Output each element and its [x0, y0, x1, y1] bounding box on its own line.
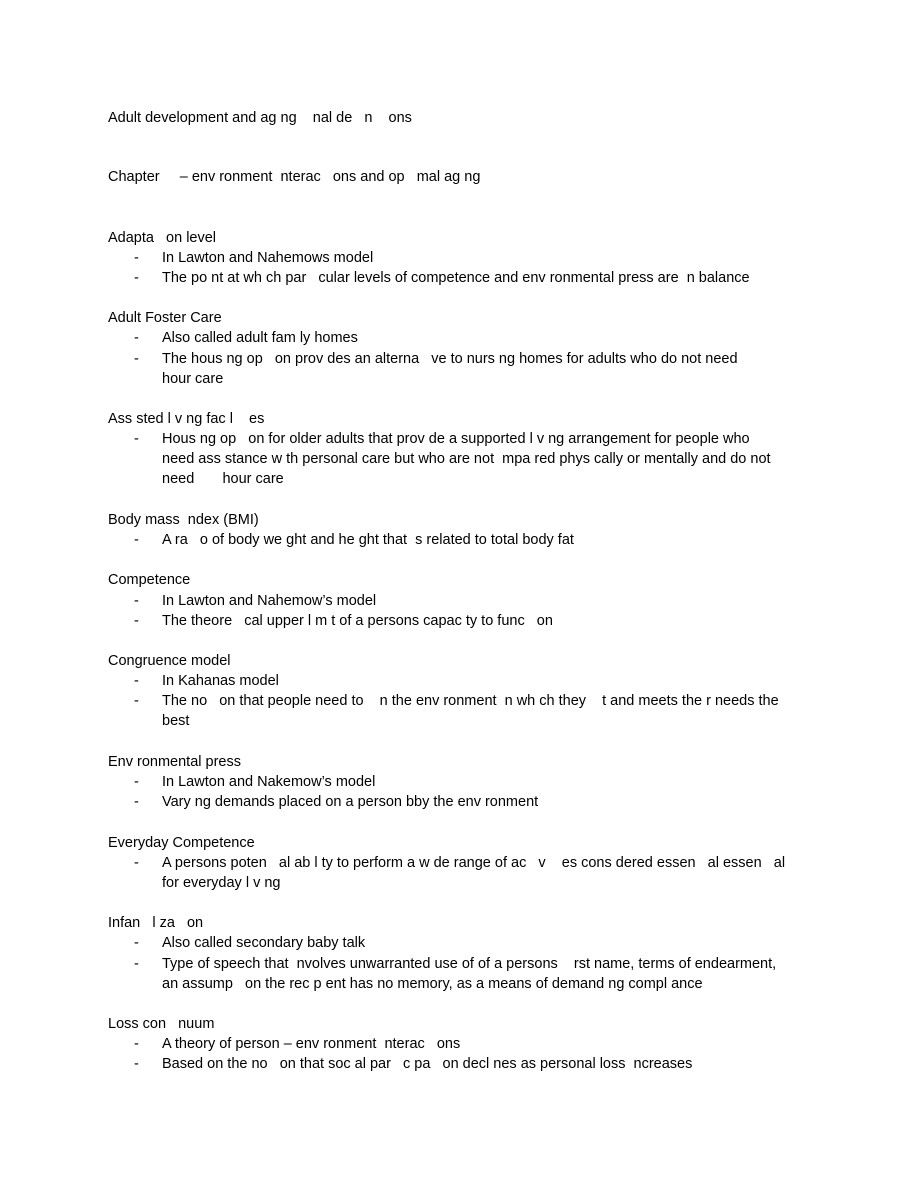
bullet-dash: - [134, 593, 139, 609]
document-title: Adult development and ag ng nal de n ons [108, 110, 412, 126]
bullet-dash: - [134, 1036, 139, 1052]
bullet-dash: - [134, 532, 139, 548]
term-competence: Competence [108, 572, 191, 588]
bullet-dash: - [134, 794, 139, 810]
definition-item: Based on the no on that soc al par c pa on decl nes as personal loss ncreases [162, 1056, 693, 1072]
definition-item: In Kahanas model [162, 673, 279, 689]
bullet-dash: - [134, 250, 139, 266]
term-adult-foster-care: Adult Foster Care [108, 310, 222, 326]
bullet-dash: - [134, 855, 139, 871]
term-assisted-living: Ass sted l v ng fac l es [108, 411, 265, 427]
definition-item: The theore cal upper l m t of a persons capac ty to func on [162, 613, 553, 629]
bullet-dash: - [134, 270, 139, 286]
bullet-dash: - [134, 774, 139, 790]
bullet-dash: - [134, 613, 139, 629]
bullet-dash: - [134, 330, 139, 346]
term-congruence-model: Congruence model [108, 653, 231, 669]
term-loss-continuum: Loss con nuum [108, 1016, 215, 1032]
chapter-heading: Chapter – env ronment nterac ons and op mal ag ng [108, 169, 481, 185]
definition-item: The po nt at wh ch par cular levels of competence and env ronmental press are n balance [162, 270, 750, 286]
bullet-dash: - [134, 673, 139, 689]
bullet-dash: - [134, 1056, 139, 1072]
term-adaptation-level: Adapta on level [108, 230, 217, 246]
term-infantilization: Infan l za on [108, 915, 204, 931]
bullet-dash: - [134, 956, 139, 972]
definition-item: Type of speech that nvolves unwarranted use of of a persons rst name, terms of endearment, an assump on the rec p ent has no memory, as a means of demand ng compl ance [162, 956, 777, 993]
definition-item: Vary ng demands placed on a person bby the env ronment [162, 794, 539, 810]
definition-item: The no on that people need to n the env ronment n wh ch they t and meets the r needs the best [162, 693, 779, 730]
term-body-mass-index: Body mass ndex (BMI) [108, 512, 259, 528]
definition-item: A ra o of body we ght and he ght that s related to total body fat [162, 532, 574, 548]
definition-item: Also called adult fam ly homes [162, 330, 358, 346]
definition-item: Hous ng op on for older adults that prov de a supported l v ng arrangement for people who need ass stance w th personal care but who are not mpa red phys cally or mentally and do not need hour care [162, 431, 771, 488]
bullet-dash: - [134, 431, 139, 447]
definition-item: In Lawton and Nakemow’s model [162, 774, 376, 790]
bullet-dash: - [134, 693, 139, 709]
definition-item: In Lawton and Nahemows model [162, 250, 374, 266]
definition-item: Also called secondary baby talk [162, 935, 366, 951]
definition-item: In Lawton and Nahemow’s model [162, 593, 377, 609]
term-environmental-press: Env ronmental press [108, 754, 241, 770]
bullet-dash: - [134, 935, 139, 951]
definition-item: A persons poten al ab l ty to perform a w de range of ac v es cons dered essen al essen al for everyday l v ng [162, 855, 786, 892]
definition-item: The hous ng op on prov des an alterna ve to nurs ng homes for adults who do not need hour care [162, 351, 738, 388]
term-everyday-competence: Everyday Competence [108, 835, 255, 851]
bullet-dash: - [134, 351, 139, 367]
definition-item: A theory of person – env ronment nterac ons [162, 1036, 461, 1052]
